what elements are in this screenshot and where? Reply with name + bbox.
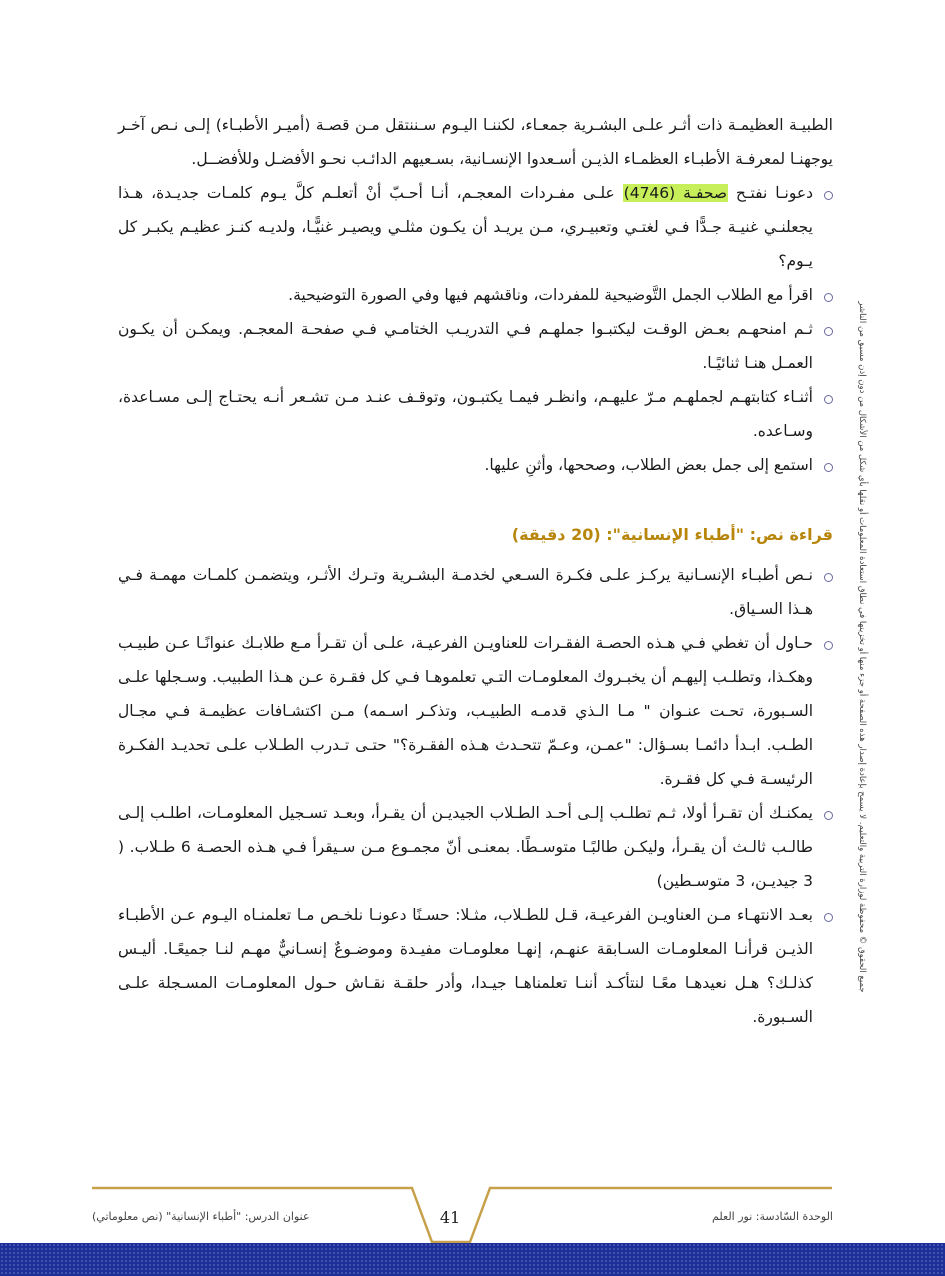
intro-paragraph (118, 108, 833, 176)
footer-unit-title: الوحدة السّادسة: نور العلم (712, 1210, 833, 1223)
circle-bullet-icon (824, 913, 833, 922)
instruction-list (118, 176, 833, 482)
list-item: نـص أطبـاء الإنسـانية يركـز علـى فكـرة السـعي لخدمـة البشـرية وتـرك الأثـر، ويتضمـن كلمـات مهمـة فـي هـذا السـياق. (118, 558, 833, 626)
highlighted-page-ref: صحفـة (4746) (623, 184, 727, 202)
bottom-band (0, 1243, 945, 1276)
intro-line-1: الطبيـة العظيمـة ذات أثـر علـى البشـرية جمعـاء، لكننـا اليـوم سـننتقل مـن قصـة (أميـر الأطبـاء) إلـى (183, 116, 833, 134)
list-item: حـاول أن تغطي فـي هـذه الحصـة الفقـرات للعناويـن الفرعيـة، علـى أن تقـرأ مـع طلابـك عنوانًـا عـن طبيـب وهكـذا، وتطلـب إليهـم أن يخبـروك المعلومـات التـي تعلموهـا فـي كل فقـرة عـن هـذا الطبيب. وسـجلها علـى السـبورة، تحـت عنـوان " مـا الـذي قدمـه الطبيـب، وتذكـر اسـمه) مـن اكتشـافات عظيمـة فـي مجـال الطـب. ابـدأ دائمـا بسـؤال: "عمـن، وعـمّ تتحـدث هـذه الفقـرة؟" حتـى تـدرب الطـلاب علـى تحديـد الفكـرة الرئيسـة فـي كل فقـرة. (118, 626, 833, 796)
copyright-text: جميع الحقوق © محفوظة لوزارة التربية والتعليم. لا يسمح بإعادة إصدار هذه الصفحة أو جزء منها أو تخزينها في نطاق استعادة المعلومات أو نقلها بأي شكل من الأشكال من دون إذن مسبق من الناشر (857, 301, 867, 993)
intro-line-2: نـص آخـر يوجهنـا لمعرفـة الأطبـاء العظمـاء الذيـن أسـعدوا الإنسـانية، بسـعيهم الدائـب نحـو الأفضـل (118, 116, 833, 168)
list-item: أثنـاء كتابتهـم لجملهـم مـرّ عليهـم، وانظـر فيمـا يكتبـون، وتوقـف عنـد مـن تشـعر أنـه يحتـاج إلـى مسـاعدة، وسـاعده. (118, 380, 833, 448)
list-item: بعـد الانتهـاء مـن العناويـن الفرعيـة، قـل للطـلاب، مثـلا: حسـنًا دعونـا نلخـص مـا تعلمنـاه اليـوم عـن الأطبـاء الذيـن قرأنـا المعلومـات السـابقة عنهـم، إنهـا معلومـات مفيـدة وموضـوعٌ إنسـانيٌّ مهـم لنـا جميعًـا. أليـس كذلـك؟ هـل نعيدهـا معًـا لنتأكـد أننـا تعلمناهـا جيـدا، وأدر حلقـة نقـاش حـول المعلومـات المسـجلة علـى السـبورة. (118, 898, 833, 1034)
circle-bullet-icon (824, 573, 833, 582)
circle-bullet-icon (824, 327, 833, 336)
intro-line-3: وللأفضــل. (191, 150, 260, 168)
list-item: ثـم امنحهـم بعـض الوقـت ليكتبـوا جملهـم فـي التدريـب الختامـي فـي صفحـة المعجـم. ويمكـن أن يكـون العمـل هنـا ثنائيًـا. (118, 312, 833, 380)
list-item: استمع إلى جمل بعض الطلاب، وصححها، وأثنِ عليها. (118, 448, 833, 482)
list-item: اقرأ مع الطلاب الجمل التَّوضيحية للمفردات، وناقشهم فيها وفي الصورة التوضيحية. (118, 278, 833, 312)
reading-steps-list (118, 558, 833, 1034)
footer-lesson-title: عنوان الدرس: "أطباء الإنسانية" (نص معلوماتي) (92, 1210, 310, 1223)
circle-bullet-icon (824, 811, 833, 820)
section-heading: قراءة نص: "أطباء الإنسانية": (20 دقيقة) (511, 525, 833, 544)
page-number: 41 (439, 1208, 461, 1227)
list-item: يمكنـك أن تقـرأ أولا، ثـم تطلـب إلـى أحـد الطـلاب الجيديـن أن يقـرأ، وبعـد تسـجيل المعلومـات، اطلـب إلـى طالـب ثالـث أن يقـرأ، وليكـن طالبًـا متوسـطًا. بمعنـى أنّ مجمـوع مـن سـيقرأ فـي هـذه الحصـة 6 طـلاب. ( 3 جيديـن، 3 متوسـطين) (118, 796, 833, 898)
circle-bullet-icon (824, 641, 833, 650)
list-item: دعونـا نفتـح صحفـة (4746) علـى مفـردات المعجـم، أنـا أحـبّ أنْ أتعلـم كلَّ يـوم كلمـات جديـدة، هـذا يجعلنـي غنيـة جـدًّا فـي لغتـي وتعبيـري، مـن يريـد أن يكـون مثلـي ويصيـر غنيًّـا، ولديـه كنـز عظيـم يكبـر كل يـوم؟ (118, 176, 833, 278)
copyright-side-note (854, 290, 870, 1010)
circle-bullet-icon (824, 463, 833, 472)
main-content (118, 108, 833, 1034)
circle-bullet-icon (824, 191, 833, 200)
circle-bullet-icon (824, 395, 833, 404)
circle-bullet-icon (824, 293, 833, 302)
